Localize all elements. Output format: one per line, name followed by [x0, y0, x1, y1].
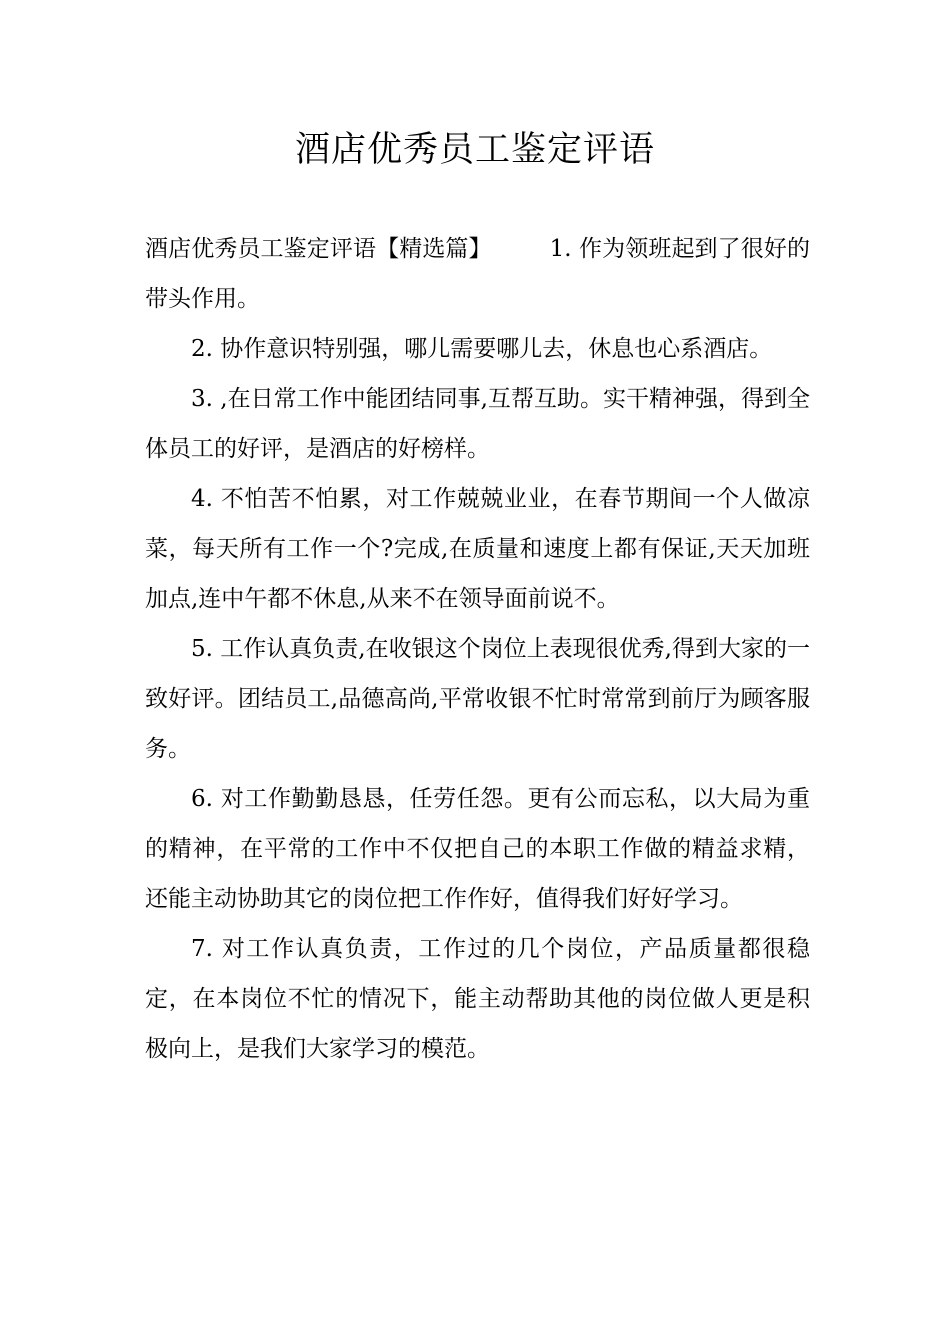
paragraph-intro [145, 224, 810, 324]
paragraph-item-5: 5. 工作认真负责,在收银这个岗位上表现很优秀,得到大家的一致好评。团结员工,品德高尚,平常收银不忙时常常到前厅为顾客服务。 [145, 636, 810, 762]
paragraph-item-7: 7. 对工作认真负责，工作过的几个岗位，产品质量都很稳定，在本岗位不忙的情况下，能主动帮助其他的岗位做人更是积极向上，是我们大家学习的模范。 [145, 936, 810, 1062]
paragraph-item-2: 2. 协作意识特别强，哪儿需要哪儿去，休息也心系酒店。 [191, 336, 773, 362]
paragraph-item-6: 6. 对工作勤勤恳恳，任劳任怨。更有公而忘私，以大局为重的精神，在平常的工作中不仅把自己的本职工作做的精益求精，还能主动协助其它的岗位把工作作好，值得我们好好学习。 [145, 786, 810, 912]
document-body [145, 224, 810, 1074]
document-title: 酒店优秀员工鉴定评语 [294, 130, 655, 170]
item-1: 1. 作为领班起到了很好的带头作用。 [145, 236, 810, 312]
paragraph-item-3: 3. ,在日常工作中能团结同事,互帮互助。实干精神强，得到全体员工的好评，是酒店的好榜样。 [145, 386, 810, 462]
intro-heading: 酒店优秀员工鉴定评语【精选篇】 [145, 236, 492, 262]
paragraph-item-4: 4. 不怕苦不怕累，对工作兢兢业业，在春节期间一个人做凉菜，每天所有工作一个?完成,在质量和速度上都有保证,天天加班加点,连中午都不休息,从来不在领导面前说不。 [145, 486, 810, 612]
